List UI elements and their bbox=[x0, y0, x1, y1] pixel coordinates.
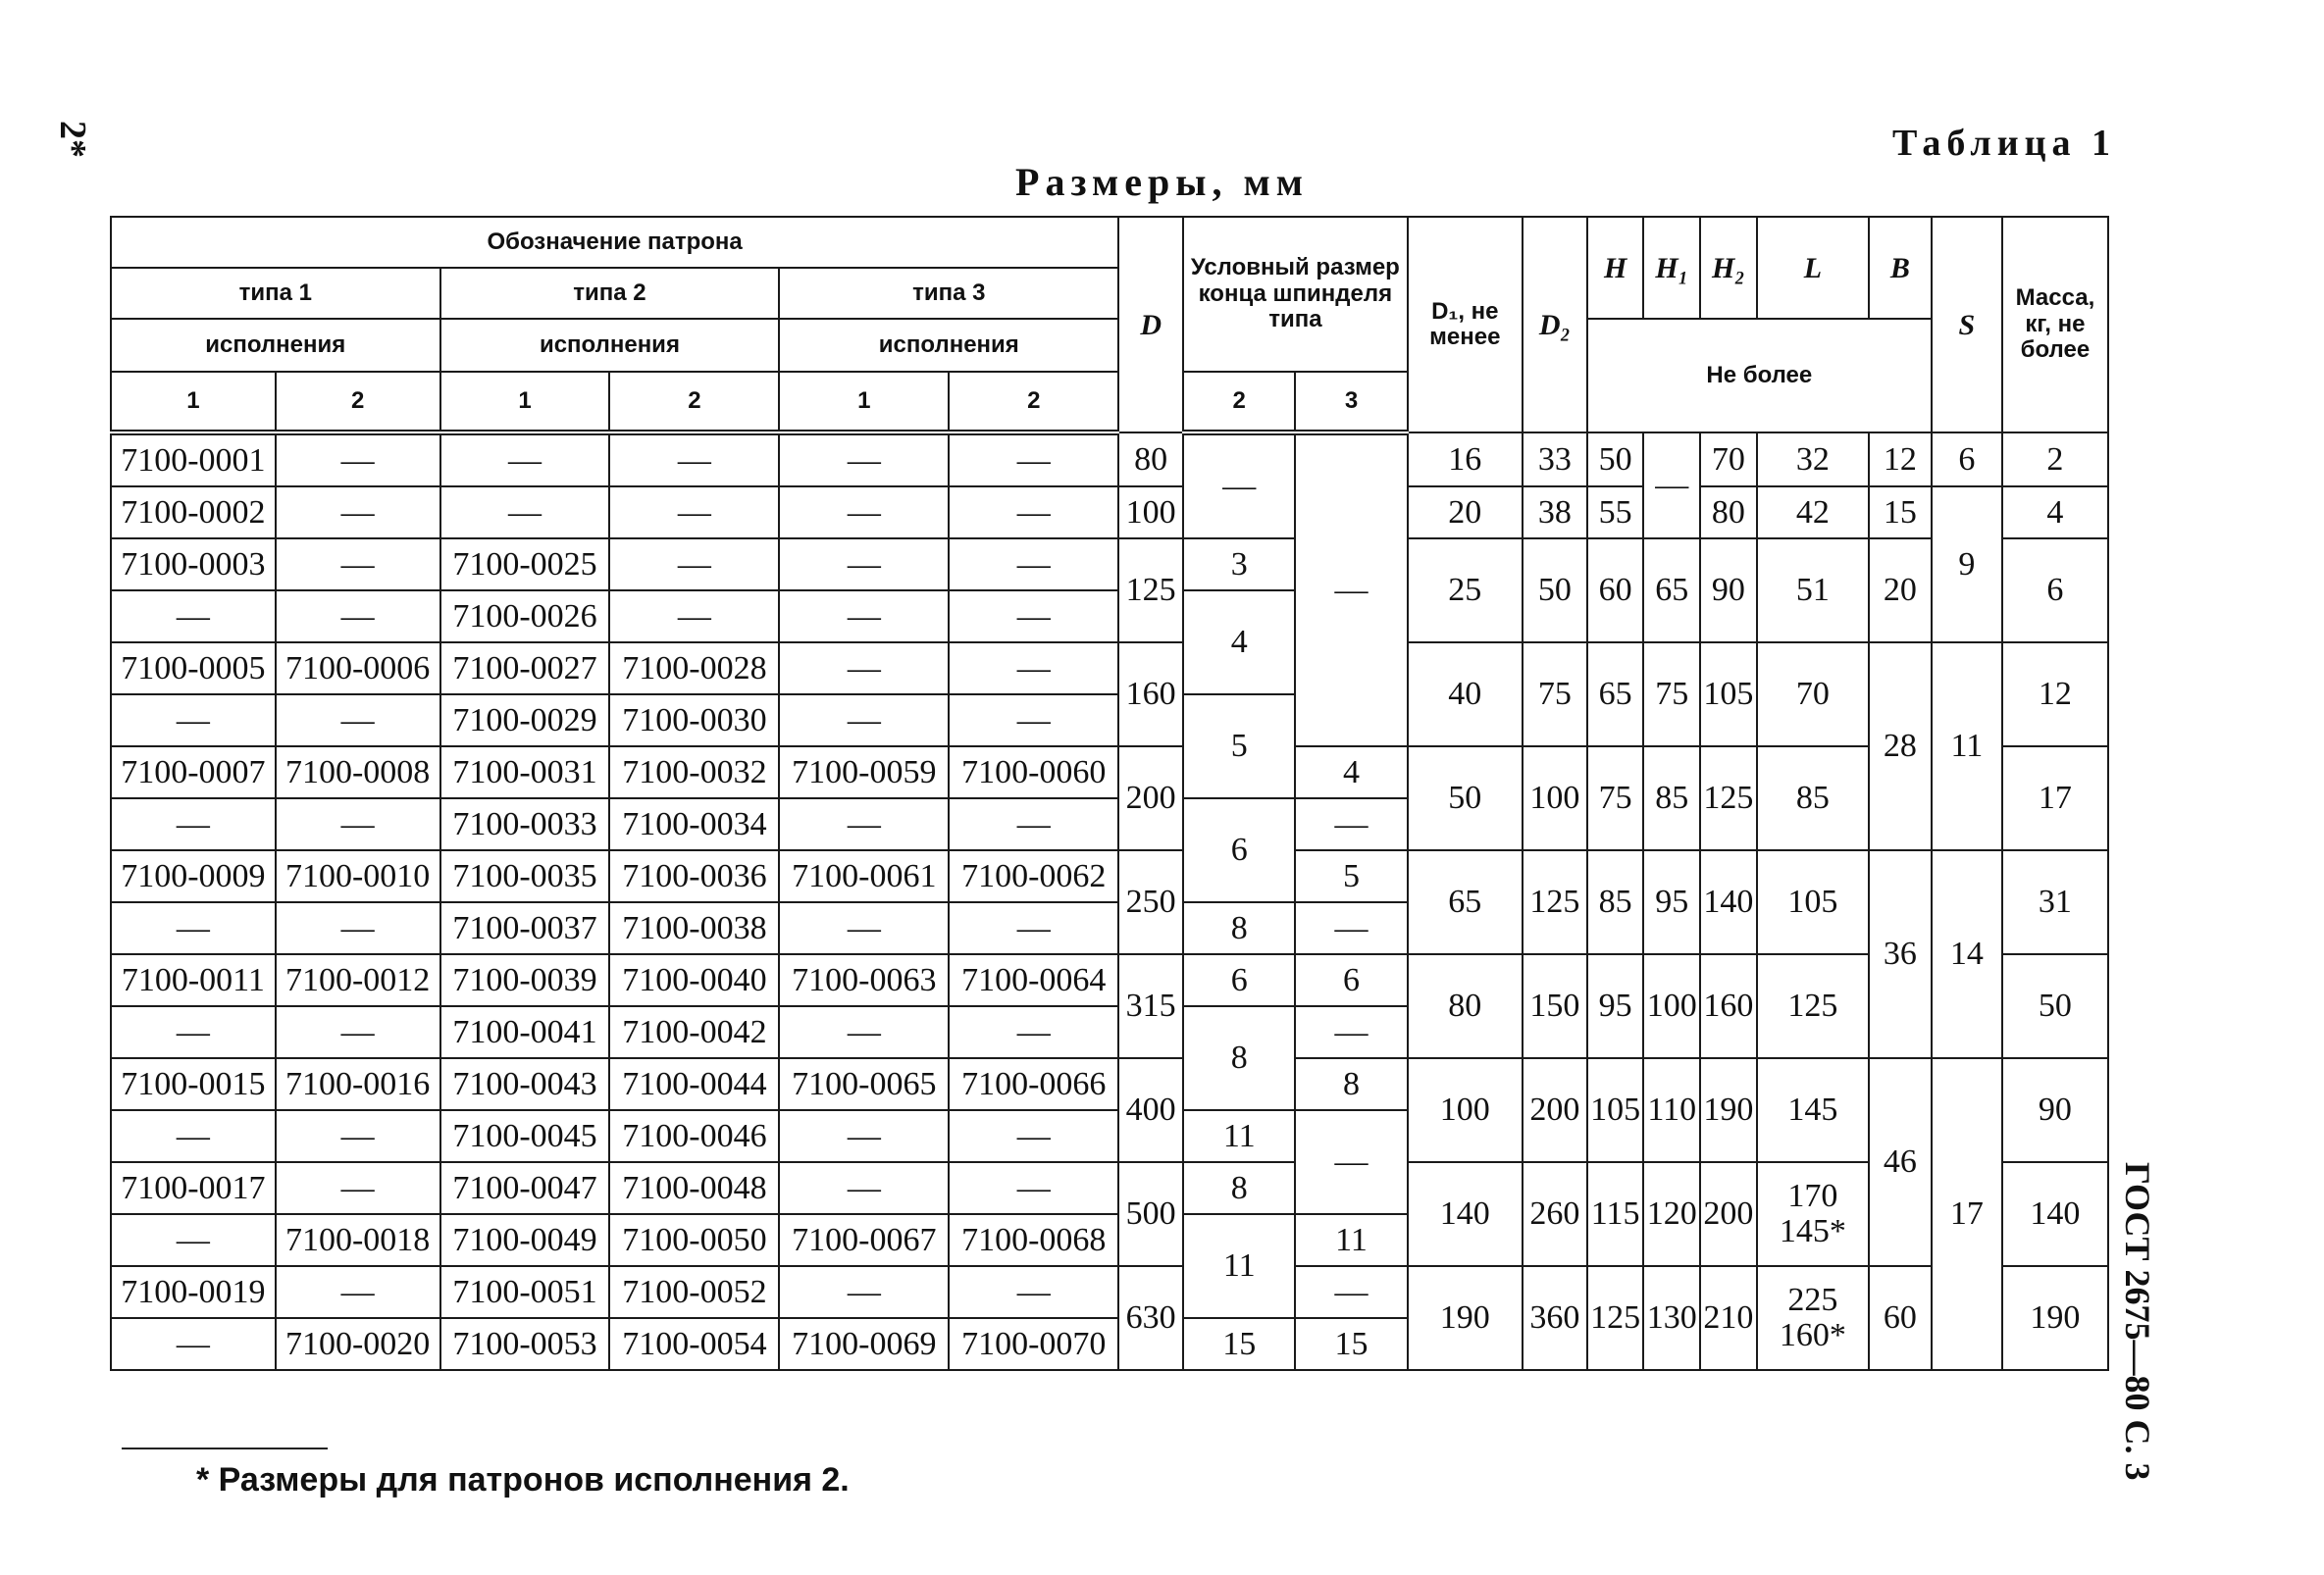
type2-exec1-cell: 7100-0033 bbox=[440, 798, 610, 850]
type1-exec1-cell: — bbox=[111, 798, 276, 850]
mass-cell: 12 bbox=[2002, 642, 2108, 746]
d2-cell: 38 bbox=[1523, 486, 1587, 538]
type1-exec1-cell: — bbox=[111, 902, 276, 954]
b-cell: 46 bbox=[1869, 1058, 1932, 1266]
s-cell: 9 bbox=[1932, 486, 2002, 642]
spindle3-cell: 5 bbox=[1295, 850, 1407, 902]
mass-cell: 6 bbox=[2002, 538, 2108, 642]
type3-exec1-cell: 7100-0061 bbox=[779, 850, 949, 902]
spindle2-cell: 11 bbox=[1183, 1214, 1295, 1318]
l-cell: 85 bbox=[1757, 746, 1869, 850]
mass-cell: 2 bbox=[2002, 432, 2108, 486]
d2-cell: 100 bbox=[1523, 746, 1587, 850]
b-cell: 12 bbox=[1869, 432, 1932, 486]
type1-exec1-cell: — bbox=[111, 1318, 276, 1370]
type3-exec1-cell: — bbox=[779, 432, 949, 486]
mass-cell: 31 bbox=[2002, 850, 2108, 954]
spindle2-cell: 8 bbox=[1183, 1162, 1295, 1214]
type2-exec2-cell: 7100-0038 bbox=[609, 902, 779, 954]
h2-cell: 140 bbox=[1700, 850, 1757, 954]
type2-exec2-cell: 7100-0054 bbox=[609, 1318, 779, 1370]
exec1-header: 1 bbox=[111, 372, 276, 432]
exec2-header: 2 bbox=[276, 372, 440, 432]
l-value-exec2: 145* bbox=[1779, 1213, 1846, 1249]
type1-exec2-cell: — bbox=[276, 590, 440, 642]
spindle2-cell: 11 bbox=[1183, 1110, 1295, 1162]
d2-cell: 150 bbox=[1523, 954, 1587, 1058]
spindle2-cell: 8 bbox=[1183, 902, 1295, 954]
spindle3-cell: — bbox=[1295, 1110, 1407, 1214]
type2-exec1-cell: 7100-0029 bbox=[440, 694, 610, 746]
spindle2-cell: 8 bbox=[1183, 1006, 1295, 1110]
type2-exec2-cell: 7100-0028 bbox=[609, 642, 779, 694]
type1-exec1-cell: 7100-0015 bbox=[111, 1058, 276, 1110]
table-row bbox=[111, 538, 2108, 590]
type3-exec2-cell: — bbox=[949, 902, 1118, 954]
type3-exec2-cell: — bbox=[949, 486, 1118, 538]
h-cell: 60 bbox=[1587, 538, 1644, 642]
l-cell: 125 bbox=[1757, 954, 1869, 1058]
type3-header: типа 3 bbox=[779, 268, 1118, 319]
h2-cell: 160 bbox=[1700, 954, 1757, 1058]
spindle2-cell: 15 bbox=[1183, 1318, 1295, 1370]
spindle3-cell: 4 bbox=[1295, 746, 1407, 798]
d-cell: 500 bbox=[1118, 1162, 1183, 1266]
type3-exec2-cell: — bbox=[949, 1162, 1118, 1214]
l-cell: 42 bbox=[1757, 486, 1869, 538]
s-header: S bbox=[1932, 217, 2002, 432]
type3-exec1-cell: — bbox=[779, 1110, 949, 1162]
l-header: L bbox=[1757, 217, 1869, 319]
type3-exec2-cell: 7100-0070 bbox=[949, 1318, 1118, 1370]
type1-exec1-cell: 7100-0019 bbox=[111, 1266, 276, 1318]
type1-exec1-cell: — bbox=[111, 1214, 276, 1266]
d2-cell: 75 bbox=[1523, 642, 1587, 746]
l-cell: 51 bbox=[1757, 538, 1869, 642]
spindle3-cell: — bbox=[1295, 798, 1407, 850]
d-header: D bbox=[1118, 217, 1183, 432]
type3-exec2-cell: — bbox=[949, 694, 1118, 746]
type2-exec2-cell: — bbox=[609, 590, 779, 642]
type3-exec1-cell: — bbox=[779, 902, 949, 954]
h2-cell: 190 bbox=[1700, 1058, 1757, 1162]
type2-exec1-cell: 7100-0035 bbox=[440, 850, 610, 902]
s-cell: 14 bbox=[1932, 850, 2002, 1058]
type2-exec1-cell: 7100-0043 bbox=[440, 1058, 610, 1110]
type2-exec1-cell: — bbox=[440, 432, 610, 486]
type2-exec1-cell: 7100-0051 bbox=[440, 1266, 610, 1318]
d-cell: 125 bbox=[1118, 538, 1183, 642]
designation-header: Обозначение патрона bbox=[111, 217, 1118, 268]
h-cell: 50 bbox=[1587, 432, 1644, 486]
d1-cell: 140 bbox=[1408, 1162, 1523, 1266]
h2-cell: 90 bbox=[1700, 538, 1757, 642]
d2-header: D₂ bbox=[1523, 217, 1587, 432]
b-cell: 15 bbox=[1869, 486, 1932, 538]
type3-exec1-cell: 7100-0065 bbox=[779, 1058, 949, 1110]
mass-cell: 90 bbox=[2002, 1058, 2108, 1162]
type3-exec1-cell: — bbox=[779, 798, 949, 850]
spindle2-cell: 4 bbox=[1183, 590, 1295, 694]
h1-cell: 120 bbox=[1643, 1162, 1700, 1266]
type3-exec2-cell: — bbox=[949, 1006, 1118, 1058]
type2-exec1-cell: 7100-0025 bbox=[440, 538, 610, 590]
type3-exec2-cell: — bbox=[949, 432, 1118, 486]
h2-cell: 125 bbox=[1700, 746, 1757, 850]
d2-cell: 260 bbox=[1523, 1162, 1587, 1266]
type3-exec2-cell: 7100-0064 bbox=[949, 954, 1118, 1006]
h2-header: H₂ bbox=[1700, 217, 1757, 319]
spindle3-cell: 11 bbox=[1295, 1214, 1407, 1266]
spindle3-cell: 6 bbox=[1295, 954, 1407, 1006]
type3-exec1-cell: — bbox=[779, 486, 949, 538]
type3-exec1-cell: — bbox=[779, 642, 949, 694]
exec1-header: 1 bbox=[440, 372, 610, 432]
type1-exec2-cell: — bbox=[276, 538, 440, 590]
type1-exec2-cell: — bbox=[276, 902, 440, 954]
l-value-exec2: 160* bbox=[1779, 1317, 1846, 1353]
type2-exec2-cell: 7100-0050 bbox=[609, 1214, 779, 1266]
l-cell: 32 bbox=[1757, 432, 1869, 486]
type1-exec1-cell: 7100-0003 bbox=[111, 538, 276, 590]
h1-cell: — bbox=[1643, 432, 1700, 538]
type1-exec2-cell: — bbox=[276, 432, 440, 486]
s-cell: 6 bbox=[1932, 432, 2002, 486]
d2-cell: 50 bbox=[1523, 538, 1587, 642]
d1-cell: 20 bbox=[1408, 486, 1523, 538]
l-cell: 145 bbox=[1757, 1058, 1869, 1162]
l-cell: 105 bbox=[1757, 850, 1869, 954]
execution-header: исполнения bbox=[440, 319, 780, 372]
l-cell: 70 bbox=[1757, 642, 1869, 746]
type1-exec1-cell: — bbox=[111, 694, 276, 746]
type2-exec2-cell: 7100-0032 bbox=[609, 746, 779, 798]
type1-exec1-cell: — bbox=[111, 1006, 276, 1058]
h1-header: H₁ bbox=[1643, 217, 1700, 319]
type3-exec1-cell: 7100-0063 bbox=[779, 954, 949, 1006]
b-cell: 20 bbox=[1869, 538, 1932, 642]
d-cell: 400 bbox=[1118, 1058, 1183, 1162]
type3-exec2-cell: 7100-0068 bbox=[949, 1214, 1118, 1266]
spindle2-cell: 5 bbox=[1183, 694, 1295, 798]
type1-exec2-cell: 7100-0012 bbox=[276, 954, 440, 1006]
l-cell bbox=[1757, 1266, 1869, 1370]
l-cell bbox=[1757, 1162, 1869, 1266]
type1-exec2-cell: — bbox=[276, 1110, 440, 1162]
spindle-type2-header: 2 bbox=[1183, 372, 1295, 432]
d2-cell: 360 bbox=[1523, 1266, 1587, 1370]
page-corner-mark: 2* bbox=[52, 121, 93, 158]
type3-exec2-cell: — bbox=[949, 798, 1118, 850]
d1-cell: 16 bbox=[1408, 432, 1523, 486]
h-cell: 105 bbox=[1587, 1058, 1644, 1162]
d2-cell: 200 bbox=[1523, 1058, 1587, 1162]
table-row bbox=[111, 642, 2108, 694]
type2-exec1-cell: 7100-0053 bbox=[440, 1318, 610, 1370]
h-cell: 65 bbox=[1587, 642, 1644, 746]
d1-header: D₁, не менее bbox=[1408, 217, 1523, 432]
type2-exec1-cell: 7100-0027 bbox=[440, 642, 610, 694]
h1-cell: 65 bbox=[1643, 538, 1700, 642]
d-cell: 100 bbox=[1118, 486, 1183, 538]
table-row bbox=[111, 850, 2108, 902]
exec2-header: 2 bbox=[949, 372, 1118, 432]
mass-cell: 4 bbox=[2002, 486, 2108, 538]
type2-exec2-cell: 7100-0034 bbox=[609, 798, 779, 850]
d-cell: 80 bbox=[1118, 432, 1183, 486]
h-cell: 55 bbox=[1587, 486, 1644, 538]
table-row bbox=[111, 746, 2108, 798]
table-row bbox=[111, 954, 2108, 1006]
type2-exec1-cell: 7100-0045 bbox=[440, 1110, 610, 1162]
h2-cell: 200 bbox=[1700, 1162, 1757, 1266]
type3-exec1-cell: 7100-0059 bbox=[779, 746, 949, 798]
type2-exec1-cell: 7100-0047 bbox=[440, 1162, 610, 1214]
h-cell: 85 bbox=[1587, 850, 1644, 954]
type1-exec2-cell: — bbox=[276, 1266, 440, 1318]
type2-exec1-cell: 7100-0026 bbox=[440, 590, 610, 642]
type2-exec2-cell: 7100-0030 bbox=[609, 694, 779, 746]
type1-exec2-cell: — bbox=[276, 486, 440, 538]
type1-exec2-cell: — bbox=[276, 694, 440, 746]
type3-exec1-cell: — bbox=[779, 1006, 949, 1058]
spindle2-cell: — bbox=[1183, 432, 1295, 538]
type1-exec2-cell: 7100-0020 bbox=[276, 1318, 440, 1370]
mass-cell: 50 bbox=[2002, 954, 2108, 1058]
h-header: H bbox=[1587, 217, 1644, 319]
mass-header: Масса, кг, не более bbox=[2002, 217, 2108, 432]
type3-exec2-cell: 7100-0066 bbox=[949, 1058, 1118, 1110]
type2-exec1-cell: — bbox=[440, 486, 610, 538]
type2-exec1-cell: 7100-0041 bbox=[440, 1006, 610, 1058]
d2-cell: 125 bbox=[1523, 850, 1587, 954]
type3-exec2-cell: 7100-0062 bbox=[949, 850, 1118, 902]
type1-header: типа 1 bbox=[111, 268, 440, 319]
spindle2-cell: 6 bbox=[1183, 954, 1295, 1006]
type1-exec2-cell: 7100-0016 bbox=[276, 1058, 440, 1110]
type3-exec1-cell: 7100-0067 bbox=[779, 1214, 949, 1266]
spindle3-cell: — bbox=[1295, 1266, 1407, 1318]
type3-exec2-cell: — bbox=[949, 538, 1118, 590]
type3-exec2-cell: — bbox=[949, 642, 1118, 694]
type2-header: типа 2 bbox=[440, 268, 780, 319]
spindle3-cell: 15 bbox=[1295, 1318, 1407, 1370]
type2-exec2-cell: — bbox=[609, 432, 779, 486]
type3-exec1-cell: — bbox=[779, 1162, 949, 1214]
d1-cell: 80 bbox=[1408, 954, 1523, 1058]
type1-exec1-cell: 7100-0017 bbox=[111, 1162, 276, 1214]
table-row bbox=[111, 1058, 2108, 1110]
mass-cell: 17 bbox=[2002, 746, 2108, 850]
spindle2-cell: 6 bbox=[1183, 798, 1295, 902]
type1-exec1-cell: 7100-0009 bbox=[111, 850, 276, 902]
type3-exec2-cell: — bbox=[949, 1110, 1118, 1162]
table-caption: Размеры, мм bbox=[1015, 160, 1309, 204]
type3-exec1-cell: — bbox=[779, 590, 949, 642]
h2-cell: 105 bbox=[1700, 642, 1757, 746]
d1-cell: 190 bbox=[1408, 1266, 1523, 1370]
type1-exec1-cell: 7100-0002 bbox=[111, 486, 276, 538]
h1-cell: 95 bbox=[1643, 850, 1700, 954]
type1-exec1-cell: 7100-0007 bbox=[111, 746, 276, 798]
type2-exec2-cell: 7100-0052 bbox=[609, 1266, 779, 1318]
spindle-type3-header: 3 bbox=[1295, 372, 1407, 432]
d2-cell: 33 bbox=[1523, 432, 1587, 486]
d-cell: 630 bbox=[1118, 1266, 1183, 1370]
table-label: Таблица 1 bbox=[1891, 123, 2116, 164]
exec1-header: 1 bbox=[779, 372, 949, 432]
l-value: 225 bbox=[1787, 1282, 1838, 1319]
table-row bbox=[111, 486, 2108, 538]
type1-exec2-cell: 7100-0008 bbox=[276, 746, 440, 798]
l-value: 170 bbox=[1787, 1178, 1838, 1215]
s-cell: 17 bbox=[1932, 1058, 2002, 1370]
h1-cell: 100 bbox=[1643, 954, 1700, 1058]
type2-exec1-cell: 7100-0037 bbox=[440, 902, 610, 954]
spindle-header: Условный размер конца шпинделя типа bbox=[1183, 217, 1408, 372]
type2-exec2-cell: 7100-0040 bbox=[609, 954, 779, 1006]
b-cell: 60 bbox=[1869, 1266, 1932, 1370]
type1-exec2-cell: — bbox=[276, 1006, 440, 1058]
type3-exec1-cell: — bbox=[779, 1266, 949, 1318]
spindle3-cell: — bbox=[1295, 1006, 1407, 1058]
table-row bbox=[111, 1162, 2108, 1214]
type1-exec2-cell: — bbox=[276, 1162, 440, 1214]
type2-exec2-cell: — bbox=[609, 538, 779, 590]
type1-exec1-cell: — bbox=[111, 1110, 276, 1162]
type1-exec1-cell: 7100-0011 bbox=[111, 954, 276, 1006]
exec2-header: 2 bbox=[609, 372, 779, 432]
h2-cell: 210 bbox=[1700, 1266, 1757, 1370]
execution-header: исполнения bbox=[111, 319, 440, 372]
spindle3-cell: — bbox=[1295, 432, 1407, 746]
h-cell: 75 bbox=[1587, 746, 1644, 850]
mass-cell: 140 bbox=[2002, 1162, 2108, 1266]
mass-cell: 190 bbox=[2002, 1266, 2108, 1370]
b-cell: 36 bbox=[1869, 850, 1932, 1058]
b-cell: 28 bbox=[1869, 642, 1932, 850]
type2-exec2-cell: 7100-0046 bbox=[609, 1110, 779, 1162]
type1-exec2-cell: 7100-0010 bbox=[276, 850, 440, 902]
h1-cell: 75 bbox=[1643, 642, 1700, 746]
standard-code: ГОСТ 2675—80 С. 3 bbox=[2118, 1162, 2157, 1481]
type2-exec2-cell: 7100-0036 bbox=[609, 850, 779, 902]
d-cell: 200 bbox=[1118, 746, 1183, 850]
type3-exec2-cell: — bbox=[949, 1266, 1118, 1318]
d-cell: 160 bbox=[1118, 642, 1183, 746]
execution-header: исполнения bbox=[779, 319, 1118, 372]
type1-exec2-cell: 7100-0006 bbox=[276, 642, 440, 694]
type2-exec2-cell: 7100-0048 bbox=[609, 1162, 779, 1214]
type2-exec1-cell: 7100-0049 bbox=[440, 1214, 610, 1266]
type3-exec1-cell: 7100-0069 bbox=[779, 1318, 949, 1370]
type3-exec2-cell: 7100-0060 bbox=[949, 746, 1118, 798]
d1-cell: 40 bbox=[1408, 642, 1523, 746]
b-header: B bbox=[1869, 217, 1932, 319]
type1-exec1-cell: — bbox=[111, 590, 276, 642]
footnote: * Размеры для патронов исполнения 2. bbox=[196, 1461, 850, 1499]
type2-exec1-cell: 7100-0039 bbox=[440, 954, 610, 1006]
spindle3-cell: — bbox=[1295, 902, 1407, 954]
h2-cell: 70 bbox=[1700, 432, 1757, 486]
h2-cell: 80 bbox=[1700, 486, 1757, 538]
dimensions-table bbox=[110, 216, 2109, 1371]
d1-cell: 50 bbox=[1408, 746, 1523, 850]
table-row bbox=[111, 432, 2108, 486]
h1-cell: 110 bbox=[1643, 1058, 1700, 1162]
h-cell: 125 bbox=[1587, 1266, 1644, 1370]
type3-exec1-cell: — bbox=[779, 694, 949, 746]
d1-cell: 100 bbox=[1408, 1058, 1523, 1162]
type1-exec2-cell: 7100-0018 bbox=[276, 1214, 440, 1266]
type1-exec1-cell: 7100-0001 bbox=[111, 432, 276, 486]
type1-exec2-cell: — bbox=[276, 798, 440, 850]
s-cell: 11 bbox=[1932, 642, 2002, 850]
type2-exec1-cell: 7100-0031 bbox=[440, 746, 610, 798]
type3-exec1-cell: — bbox=[779, 538, 949, 590]
d1-cell: 65 bbox=[1408, 850, 1523, 954]
h-cell: 95 bbox=[1587, 954, 1644, 1058]
type2-exec2-cell: — bbox=[609, 486, 779, 538]
footnote-divider bbox=[122, 1448, 328, 1449]
d-cell: 315 bbox=[1118, 954, 1183, 1058]
type2-exec2-cell: 7100-0042 bbox=[609, 1006, 779, 1058]
not-more-header: Не более bbox=[1587, 319, 1932, 432]
h-cell: 115 bbox=[1587, 1162, 1644, 1266]
spindle3-cell: 8 bbox=[1295, 1058, 1407, 1110]
h1-cell: 85 bbox=[1643, 746, 1700, 850]
h1-cell: 130 bbox=[1643, 1266, 1700, 1370]
table-row bbox=[111, 1266, 2108, 1318]
type3-exec2-cell: — bbox=[949, 590, 1118, 642]
d-cell: 250 bbox=[1118, 850, 1183, 954]
d1-cell: 25 bbox=[1408, 538, 1523, 642]
type1-exec1-cell: 7100-0005 bbox=[111, 642, 276, 694]
spindle2-cell: 3 bbox=[1183, 538, 1295, 590]
type2-exec2-cell: 7100-0044 bbox=[609, 1058, 779, 1110]
